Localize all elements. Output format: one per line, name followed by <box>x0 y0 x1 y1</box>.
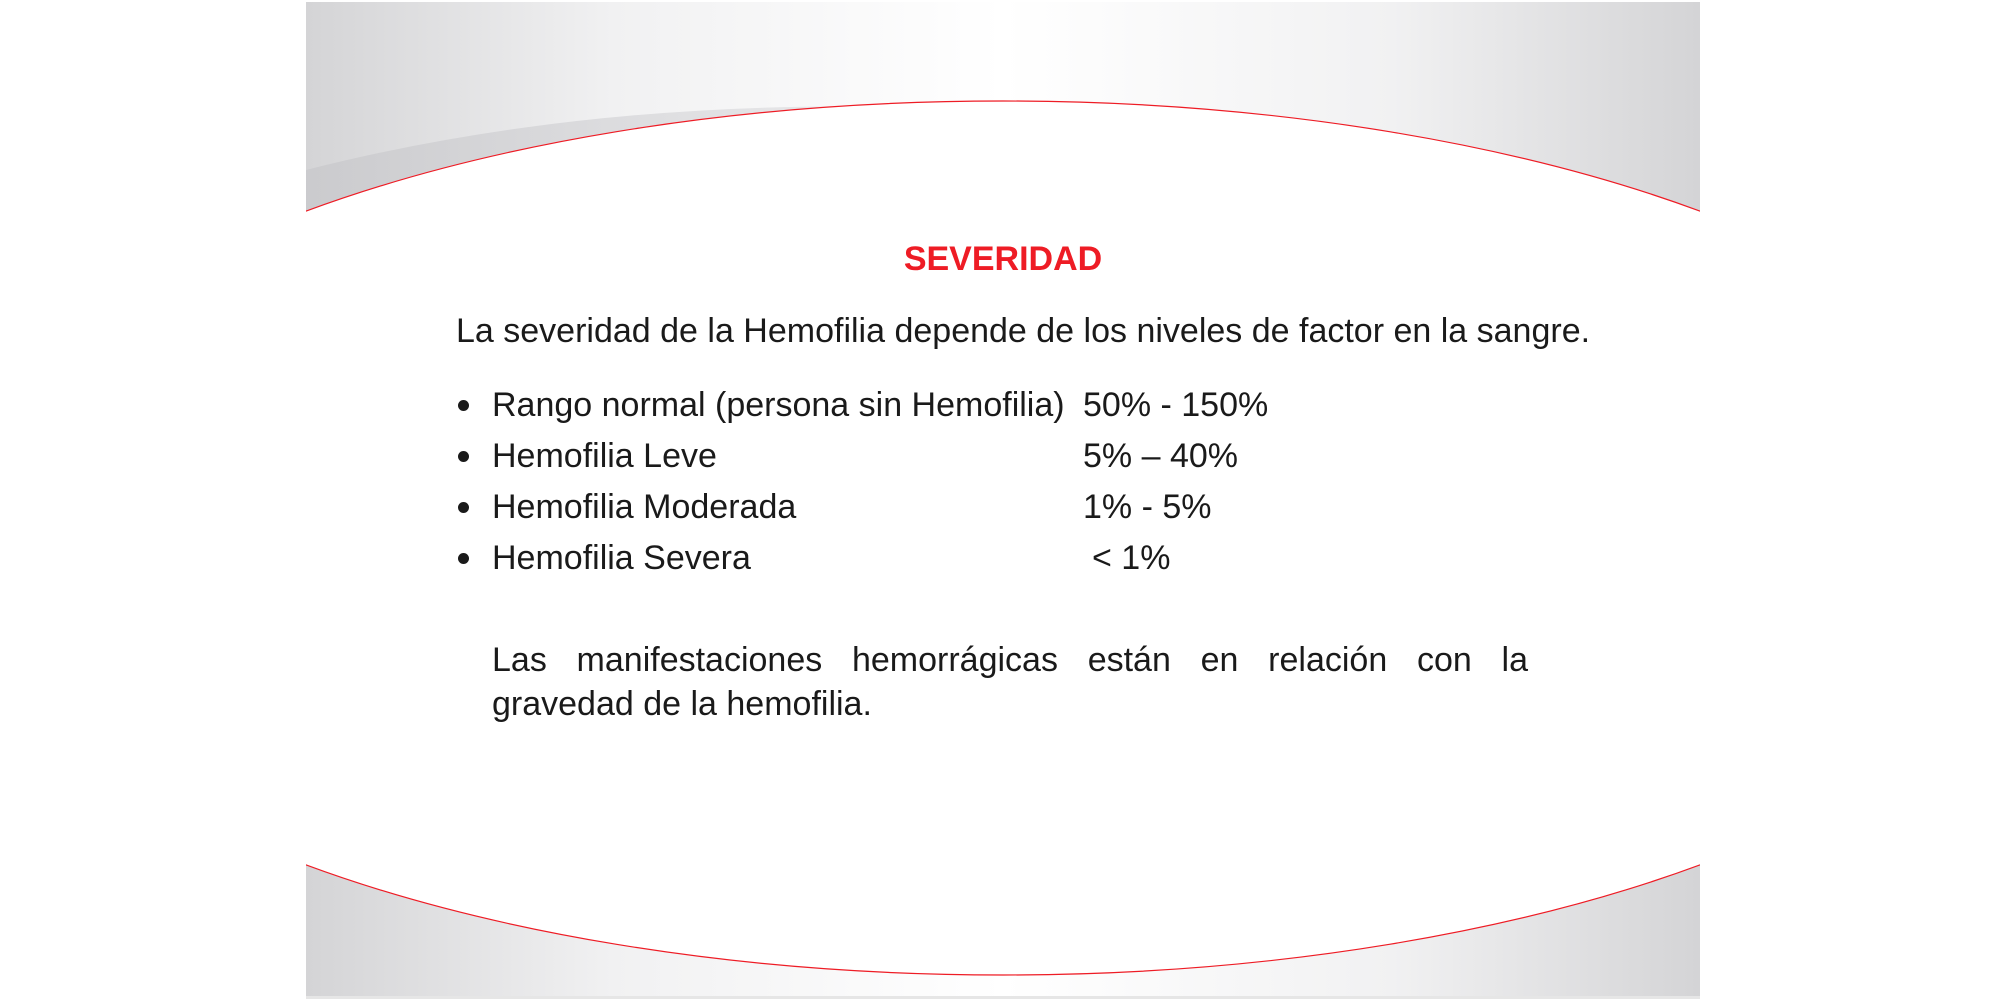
severity-label: Hemofilia Moderada <box>492 488 797 526</box>
bullet-icon <box>458 400 469 411</box>
severity-item-normal <box>456 386 1356 437</box>
severity-range: 1% - 5% <box>1083 488 1212 526</box>
severity-range: 50% - 150% <box>1083 386 1269 424</box>
intro-text: La severidad de la Hemofilia depende de los niveles de factor en la sangre. <box>456 312 1591 350</box>
bullet-icon <box>458 502 469 513</box>
severity-range: < 1% <box>1092 539 1171 577</box>
slide <box>306 2 1700 999</box>
bullet-icon <box>458 451 469 462</box>
severity-label: Hemofilia Leve <box>492 437 717 475</box>
severity-item-moderada <box>456 488 1356 539</box>
severity-label: Hemofilia Severa <box>492 539 751 577</box>
severity-list <box>456 386 1356 590</box>
severity-range: 5% – 40% <box>1083 437 1238 475</box>
severity-label: Rango normal (persona sin Hemofilia) <box>492 386 1065 424</box>
slide-title: SEVERIDAD <box>903 240 1103 278</box>
closing-text: Las manifestaciones hemorrágicas están en relación con la gravedad de la hemofilia. <box>492 641 1528 723</box>
severity-item-leve <box>456 437 1356 488</box>
bottom-divider <box>306 996 1700 999</box>
bullet-icon <box>458 553 469 564</box>
severity-item-severa <box>456 539 1356 590</box>
